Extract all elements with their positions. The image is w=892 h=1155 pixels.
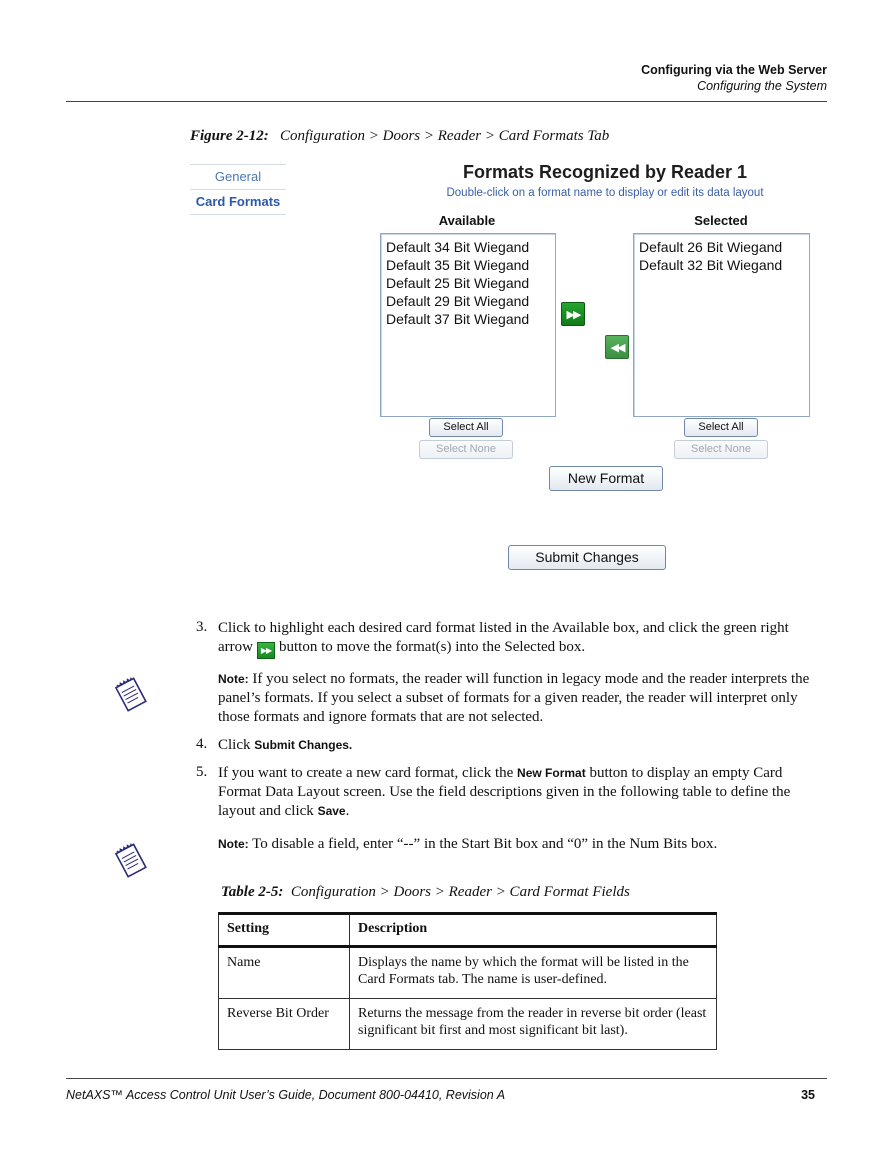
step-5-text-c: . (345, 803, 350, 819)
selected-header: Selected (694, 213, 748, 228)
selected-select-none-button[interactable]: Select None (674, 440, 768, 459)
save-ref: Save (317, 804, 346, 818)
column-header: Description (350, 914, 717, 947)
new-format-ref: New Format (517, 766, 586, 780)
step-4-text (218, 736, 826, 755)
footer-document-title: NetAXS™ Access Control Unit User’s Guide, Document 800-04410, Revision A (66, 1088, 506, 1102)
step-5-text (218, 764, 826, 821)
note-2-text: To disable a field, enter “--” in the Start Bit box and “0” in the Num Bits box. (252, 836, 718, 852)
list-item[interactable]: Default 25 Bit Wiegand (386, 275, 530, 291)
step-number: 4. (196, 736, 208, 752)
note-label: Note: (218, 837, 249, 851)
table-cell: Displays the name by which the format will be listed in the Card Formats tab. The name is user-defined. (350, 947, 717, 999)
formats-subtitle: Double-click on a format name to display or edit its data layout (446, 187, 764, 199)
submit-changes-button[interactable]: Submit Changes (508, 545, 666, 570)
list-item[interactable]: Default 29 Bit Wiegand (386, 293, 530, 309)
figure-caption (190, 128, 609, 145)
tab-general[interactable]: General (190, 164, 286, 189)
selected-select-all-button[interactable]: Select All (684, 418, 758, 437)
footer-divider (66, 1078, 827, 1079)
list-item[interactable]: Default 34 Bit Wiegand (386, 239, 530, 255)
table-cell: Returns the message from the reader in reverse bit order (least significant bit first and most significant bit last). (350, 999, 717, 1050)
double-arrow-right-icon: ▶▶ (566, 308, 580, 321)
double-arrow-right-icon: ▶▶ (257, 642, 275, 659)
table-caption-text: Configuration > Doors > Reader > Card Format Fields (290, 884, 630, 900)
header-section-title: Configuring via the Web Server (641, 63, 827, 77)
column-header: Setting (219, 914, 350, 947)
list-item[interactable]: Default 37 Bit Wiegand (386, 311, 530, 327)
selected-listbox[interactable] (633, 233, 810, 417)
new-format-button[interactable]: New Format (549, 466, 663, 491)
step-5-text-a: If you want to create a new card format, click the (218, 765, 514, 781)
figure-caption-text: Configuration > Doors > Reader > Card Formats Tab (280, 128, 610, 144)
step-3-text (218, 619, 826, 659)
table-cell: Reverse Bit Order (219, 999, 350, 1050)
move-left-button[interactable] (605, 335, 629, 359)
step-number: 5. (196, 764, 208, 780)
note-label: Note: (218, 672, 249, 686)
step-5-text-b: button to display an empty Card Format Data Layout screen. Use the field descriptions given in the following table to define the layout and click (218, 765, 791, 819)
list-item[interactable]: Default 26 Bit Wiegand (639, 239, 783, 255)
tab-card-formats[interactable]: Card Formats (190, 189, 286, 215)
step-number: 3. (196, 619, 208, 635)
card-format-fields-table (218, 912, 717, 1050)
table-header-row (219, 914, 717, 947)
double-arrow-left-icon: ◀◀ (610, 341, 624, 354)
table-label: Table 2-5: (221, 884, 284, 900)
step-4-text-a: Click (218, 737, 251, 753)
header-divider (66, 101, 827, 102)
table-row (219, 999, 717, 1050)
available-listbox[interactable] (380, 233, 556, 417)
note-2 (218, 835, 826, 854)
submit-changes-ref: Submit Changes. (254, 738, 353, 752)
list-item[interactable]: Default 32 Bit Wiegand (639, 257, 783, 273)
figure-label: Figure 2-12: (190, 128, 269, 144)
move-right-button[interactable] (561, 302, 585, 326)
notepad-icon (112, 676, 148, 714)
formats-title: Formats Recognized by Reader 1 (462, 162, 748, 182)
step-3-text-b: button to move the format(s) into the Selected box. (278, 639, 586, 655)
note-1-text: If you select no formats, the reader will function in legacy mode and the reader interprets the panel’s formats. If you select a subset of formats for a given reader, the reader will interpret only those formats and ignore formats that are not selected. (218, 671, 810, 725)
header-subsection-title: Configuring the System (697, 79, 827, 93)
available-header: Available (438, 213, 496, 228)
notepad-icon (112, 842, 148, 880)
note-1 (218, 670, 826, 727)
list-item[interactable]: Default 35 Bit Wiegand (386, 257, 530, 273)
available-select-none-button[interactable]: Select None (419, 440, 513, 459)
page-number: 35 (801, 1088, 815, 1102)
table-row (219, 947, 717, 999)
step-3-text-a: Click to highlight each desired card format listed in the Available box, and click the green right arrow (218, 620, 789, 655)
table-caption (221, 884, 630, 901)
available-select-all-button[interactable]: Select All (429, 418, 503, 437)
table-cell: Name (219, 947, 350, 999)
